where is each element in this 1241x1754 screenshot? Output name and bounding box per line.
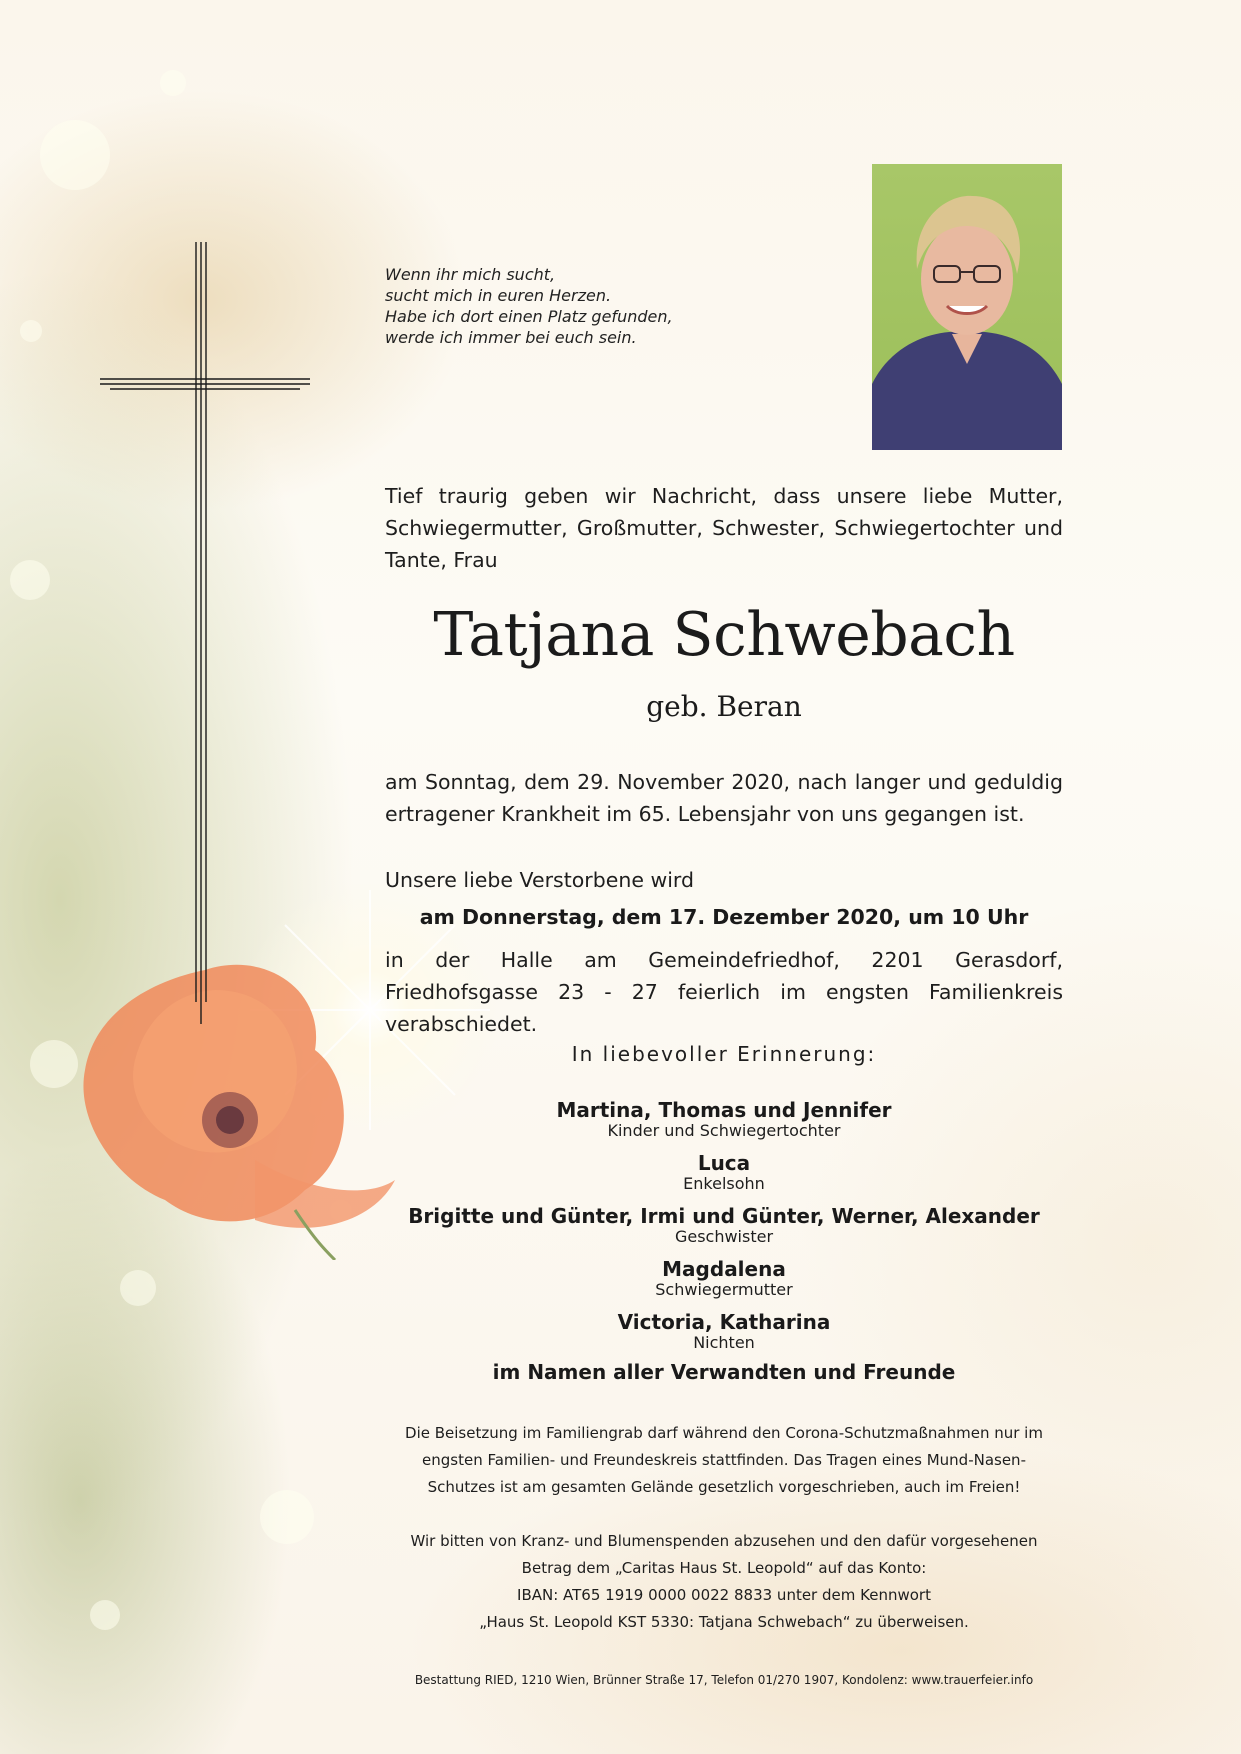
mourners-list [385,1098,1063,1363]
mourner-group [385,1151,1063,1192]
funeral-location: in der Halle am Gemeindefriedhof, 2201 Gerasdorf, Friedhofsgasse 23 - 27 feierlich im engsten Familienkreis verabschiedet. [385,948,1063,1036]
quote-line: Wenn ihr mich sucht, [385,265,556,284]
donation-note-line: Betrag dem „Caritas Haus St. Leopold“ auf das Konto: [521,1559,927,1577]
mourner-relation: Schwiegermutter [655,1280,793,1299]
mourner-group [385,1257,1063,1298]
mourner-group [385,1310,1063,1351]
mourner-group [385,1098,1063,1139]
mourner-names: Luca [697,1151,751,1175]
closing-line: im Namen aller Verwandten und Freunde [492,1360,956,1384]
donation-note-line: IBAN: AT65 1919 0000 0022 8833 unter dem Kennwort [517,1586,931,1604]
portrait-photo [872,164,1062,450]
donation-note-line: Wir bitten von Kranz- und Blumenspenden abzusehen und den dafür vorgesehenen [410,1532,1038,1550]
mourner-relation: Geschwister [674,1227,774,1246]
deceased-name: Tatjana Schwebach [433,600,1015,670]
quote-line: werde ich immer bei euch sein. [385,328,637,347]
burial-note-line: Die Beisetzung im Familiengrab darf während den Corona-Schutzmaßnahmen nur im [405,1424,1043,1442]
quote-line: Habe ich dort einen Platz gefunden, [385,307,673,326]
mourner-names: Martina, Thomas und Jennifer [556,1098,892,1122]
donation-note [385,1528,1063,1636]
mourner-group [385,1204,1063,1245]
mourner-relation: Nichten [693,1333,755,1352]
mourner-names: Magdalena [662,1257,786,1281]
burial-note [385,1420,1063,1501]
burial-note-line: Schutzes ist am gesamten Gelände gesetzlich vorgeschrieben, auch im Freien! [427,1478,1021,1496]
quote-line: sucht mich in euren Herzen. [385,286,612,305]
mourner-relation: Kinder und Schwiegertochter [607,1121,841,1140]
burial-note-line: engsten Familien- und Freundeskreis stattfinden. Das Tragen eines Mund-Nasen- [422,1451,1026,1469]
latin-cross-icon [100,242,310,1024]
announcement-text: Tief traurig geben wir Nachricht, dass unsere liebe Mutter, Schwiegermutter, Großmutter, Schwester, Schwiegertochter und Tante, Frau [385,484,1063,572]
death-notice-text: am Sonntag, dem 29. November 2020, nach langer und geduldig ertragener Krankheit im 65. Lebensjahr von uns gegangen ist. [385,770,1063,826]
mourner-relation: Enkelsohn [683,1174,765,1193]
memory-heading: In liebevoller Erinnerung: [571,1042,877,1066]
farewell-intro: Unsere liebe Verstorbene wird [385,868,694,892]
funeral-date: am Donnerstag, dem 17. Dezember 2020, um 10 Uhr [419,905,1029,929]
donation-note-line: „Haus St. Leopold KST 5330: Tatjana Schwebach“ zu überweisen. [479,1613,969,1631]
mourner-names: Victoria, Katharina [617,1310,831,1334]
mourner-names: Brigitte und Günter, Irmi und Günter, Werner, Alexander [408,1204,1040,1228]
deceased-birth-name: geb. Beran [646,690,802,723]
memorial-quote [385,264,765,348]
funeral-home-footer: Bestattung RIED, 1210 Wien, Brünner Straße 17, Telefon 01/270 1907, Kondolenz: www.trauerfeier.info [414,1673,1034,1687]
